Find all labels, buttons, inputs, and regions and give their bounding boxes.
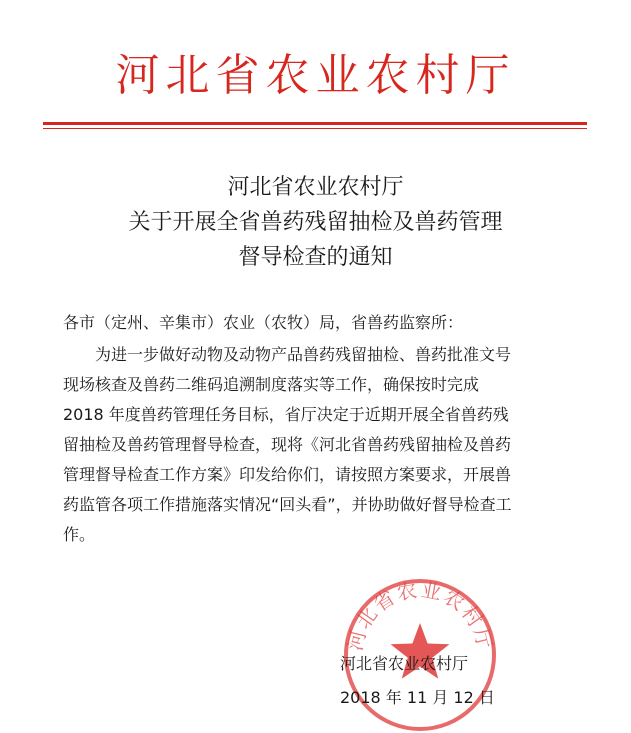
document-title-line-2: 关于开展全省兽药残留抽检及兽药管理 [128, 210, 503, 235]
body-line: 2018 年度兽药管理任务目标，省厅决定于近期开展全省兽药残 [63, 405, 509, 424]
signature-date: 2018 年 11 月 12 日 [340, 688, 495, 707]
body-line: 为进一步做好动物及动物产品兽药残留抽检、兽药批准文号 [95, 345, 512, 364]
signer-org: 河北省农业农村厅 [340, 654, 469, 673]
body-line: 管理督导检查工作方案》印发给你们，请按照方案要求，开展兽 [63, 465, 512, 484]
body-line: 作。 [63, 525, 96, 544]
letterhead-rule-thin [43, 128, 587, 129]
seal-text: 河北省农业农村厅 [342, 577, 498, 654]
body-line: 药监管各项工作措施落实情况“回头看”，并协助做好督导检查工 [63, 495, 512, 514]
letterhead-rule-thick [43, 122, 587, 125]
document-title-line-1: 河北省农业农村厅 [227, 175, 404, 200]
salutation: 各市（定州、辛集市）农业（农牧）局，省兽药监察所： [63, 313, 464, 332]
body-line: 现场核查及兽药二维码追溯制度落实等工作，确保按时完成 [63, 375, 480, 394]
document-title-line-3: 督导检查的通知 [238, 245, 393, 270]
body-paragraph [63, 340, 583, 550]
letterhead-org-name: 河北省农业农村厅 [115, 50, 516, 101]
body-line: 留抽检及兽药管理督导检查，现将《河北省兽药残留抽检及兽药 [63, 435, 512, 454]
